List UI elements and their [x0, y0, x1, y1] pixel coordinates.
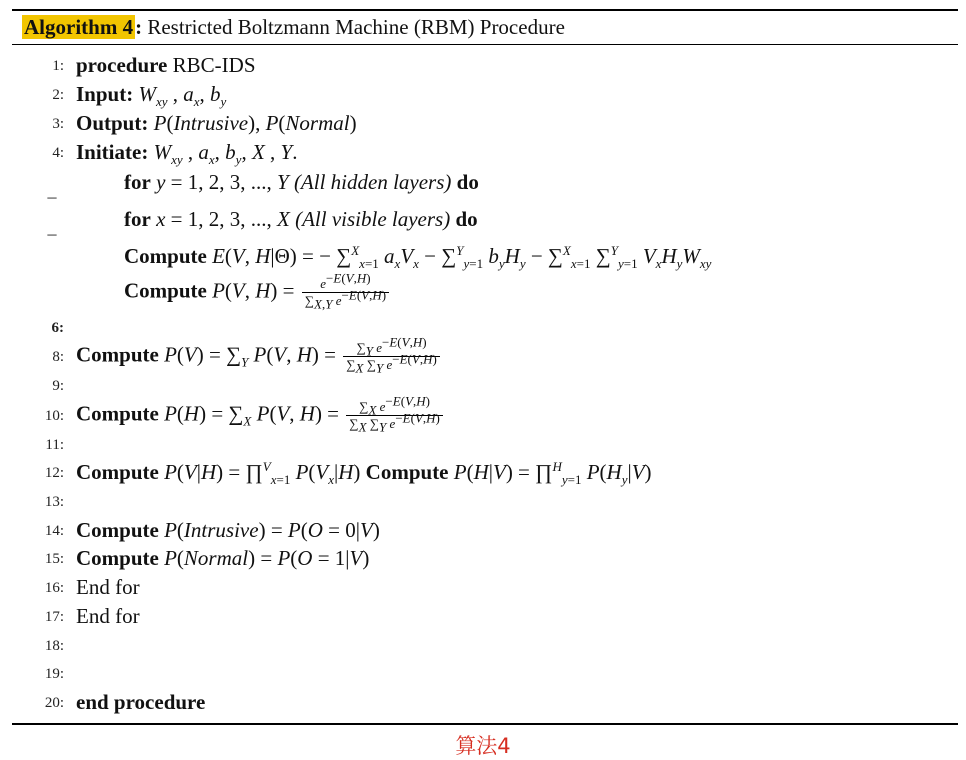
sequence: = 1, 2, 3, ..., — [170, 170, 277, 194]
visible-layers-note: (All visible layers) — [295, 207, 451, 231]
line-number: 11: — [45, 437, 64, 453]
line-number: 9: — [52, 378, 64, 394]
line-number: 20: — [44, 695, 64, 711]
line-number: 16: — [44, 580, 64, 596]
do-keyword: do — [456, 170, 479, 194]
line-number: 8: — [52, 349, 64, 365]
algorithm-label: Algorithm 4 — [24, 15, 134, 39]
line-number: 15: — [44, 551, 64, 567]
end-for: End for — [76, 575, 140, 599]
compute-keyword: Compute — [76, 401, 159, 426]
for-keyword: for — [124, 207, 151, 231]
procedure-keyword: procedure — [76, 53, 168, 77]
hidden-layers-note: (All hidden layers) — [293, 170, 452, 194]
compute-keyword: Compute — [365, 460, 449, 484]
compute-keyword: Compute — [76, 342, 159, 367]
line-number: 18: — [44, 638, 64, 654]
line-number: 10: — [44, 408, 64, 424]
initiate-keyword: Initiate: — [76, 140, 149, 164]
line-number: 12: — [44, 465, 64, 481]
line-number: 2: — [52, 87, 64, 103]
compute-keyword: Compute — [76, 460, 159, 484]
line-number: 1: — [52, 58, 64, 74]
caption-colon: : — [135, 15, 143, 39]
joint-fraction: $\frac{e^{-E(V,H)}}{\sum_{X,Y} e^{-E(V,H)}}$ — [302, 276, 389, 309]
for-keyword: for — [124, 170, 151, 194]
bottom-rule — [12, 723, 958, 725]
algorithm-caption — [22, 14, 565, 40]
line-number: 4: — [52, 145, 64, 161]
line-number: 17: — [44, 609, 64, 625]
output-keyword: Output: — [76, 111, 149, 135]
marginal-v-fraction: $\frac{\sum_Y e^{-E(V,H)}}{\sum_X \sum_Y e^{-E(V,H)}}$ — [343, 340, 440, 373]
compute-keyword: Compute — [124, 244, 207, 268]
sequence: = 1, 2, 3, ..., — [170, 207, 277, 231]
do-keyword: do — [455, 207, 478, 231]
end-for: End for — [76, 604, 140, 628]
top-rule — [12, 9, 958, 11]
marginal-h-fraction: $\frac{\sum_X e^{-E(V,H)}}{\sum_X \sum_Y e^{-E(V,H)}}$ — [346, 399, 443, 432]
line-marker: _ — [47, 180, 57, 200]
line-number: 14: — [44, 523, 64, 539]
line-number: 13: — [44, 494, 64, 510]
compute-keyword: Compute — [124, 278, 207, 303]
end-procedure-keyword: end procedure — [76, 690, 206, 714]
caption-rule — [12, 44, 958, 45]
input-keyword: Input: — [76, 82, 134, 106]
figure-label: 算法4 — [455, 734, 511, 758]
line-number: 19: — [44, 666, 64, 682]
algorithm-title: Restricted Boltzmann Machine (RBM) Procedure — [147, 15, 565, 39]
line-number: 3: — [52, 116, 64, 132]
procedure-name: RBC-IDS — [172, 53, 256, 77]
compute-keyword: Compute — [76, 546, 159, 570]
compute-keyword: Compute — [76, 518, 159, 542]
line-number: 6: — [51, 320, 64, 336]
line-marker: _ — [47, 217, 57, 237]
